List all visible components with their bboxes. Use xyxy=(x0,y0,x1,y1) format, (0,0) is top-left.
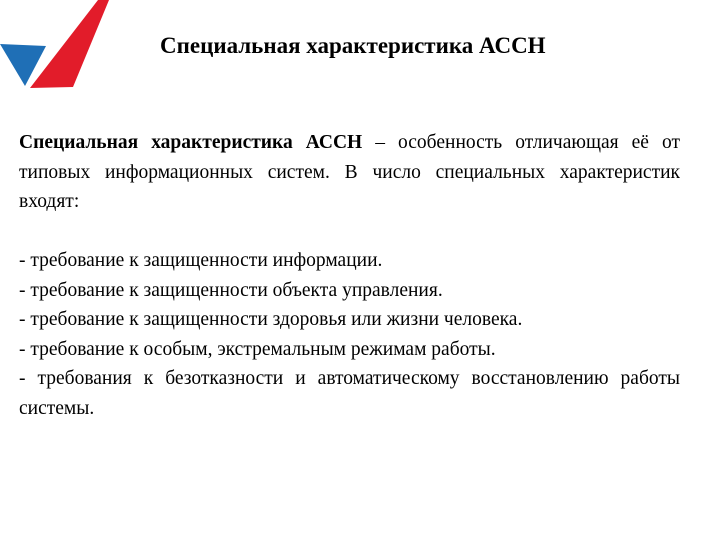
intro-text: – особенность отличающая её от типовых информационных систем. В число специальных характеристик входят: xyxy=(19,132,680,212)
intro-term: Специальная характеристика АССН xyxy=(19,132,363,153)
body-content xyxy=(19,128,680,423)
list-item: - требование к защищенности информации. xyxy=(19,250,383,271)
list-item: - требование к защищенности объекта управления. xyxy=(19,279,443,301)
list-item: - требования к безотказности и автоматическому восстановлению работы системы. xyxy=(19,368,680,419)
spacer xyxy=(19,217,680,247)
logo-red-wing xyxy=(30,0,109,88)
requirements-list xyxy=(19,246,680,423)
intro-paragraph xyxy=(19,128,680,217)
list-item: - требование к защищенности здоровья или жизни человека. xyxy=(19,309,523,330)
brand-logo-icon xyxy=(0,0,115,95)
page-title: Специальная характеристика АССН xyxy=(160,33,546,58)
list-item: - требование к особым, экстремальным режимам работы. xyxy=(19,338,496,360)
